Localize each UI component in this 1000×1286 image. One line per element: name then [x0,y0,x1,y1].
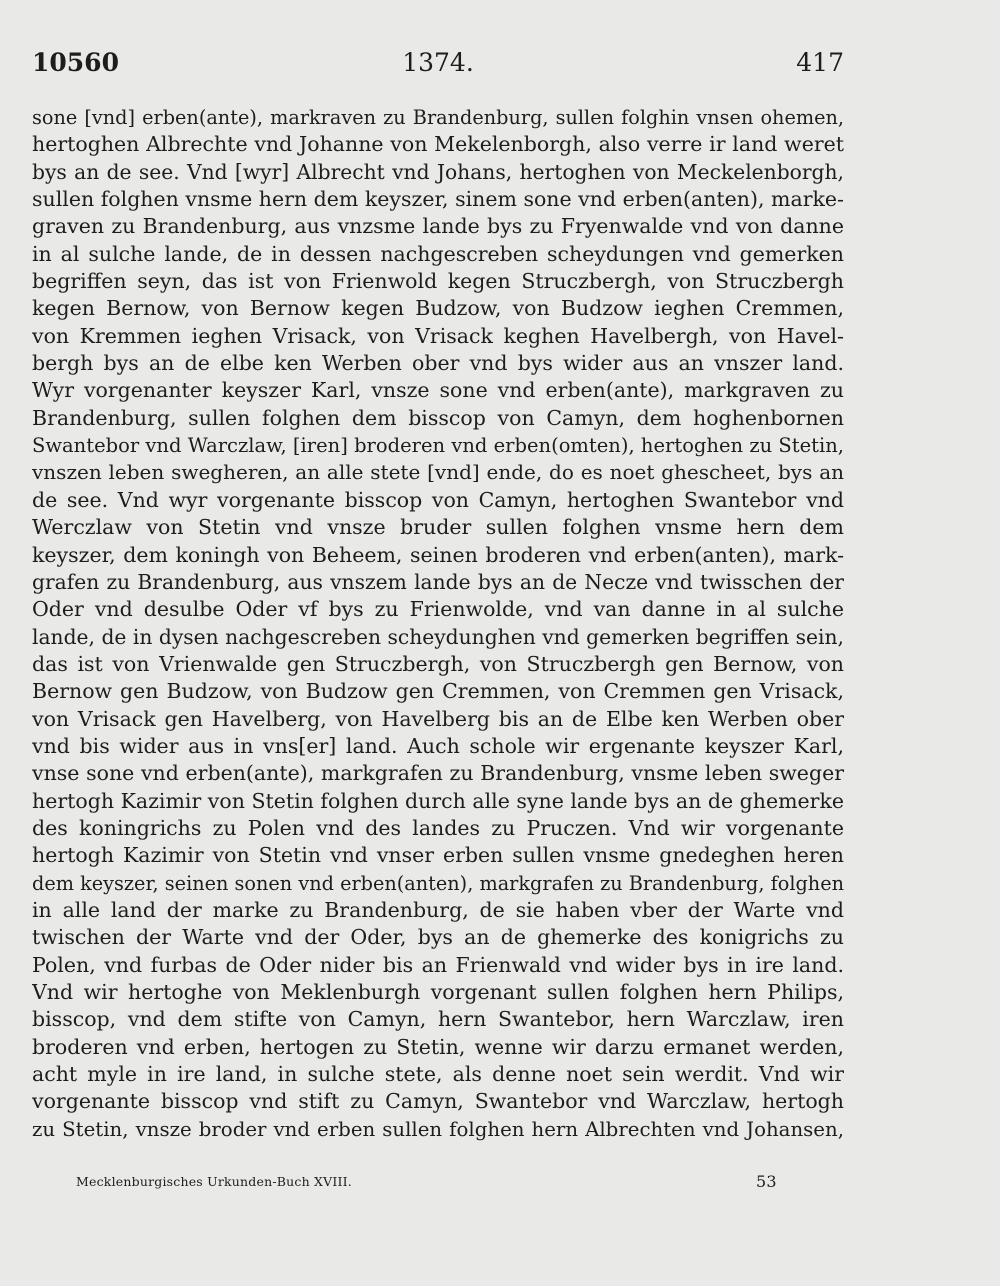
text-line: Oder vnd desulbe Oder vf bys zu Frienwolde, vnd van danne in al sulche [32,597,844,622]
text-line: grafen zu Brandenburg, aus vnszem lande bys an de Necze vnd twisschen der [32,569,844,594]
text-line: sone [vnd] erben(ante), markraven zu Brandenburg, sullen folghin vnsen ohemen, [32,106,844,129]
text-line: vorgenante bisscop vnd stift zu Camyn, Swantebor vnd Warczlaw, hertogh [32,1089,844,1114]
text-line: bisscop, vnd dem stifte von Camyn, hern Swantebor, hern Warczlaw, iren [32,1007,844,1032]
text-line: vnd bis wider aus in vns[er] land. Auch schole wir ergenante keyszer Karl, [32,733,844,758]
text-line: von Kremmen ieghen Vrisack, von Vrisack keghen Havelbergh, von Havel- [32,323,844,348]
footer [76,1172,776,1192]
text-line: acht myle in ire land, in sulche stete, als denne noet sein werdit. Vnd wir [32,1062,844,1087]
text-line: kegen Bernow, von Bernow kegen Budzow, von Budzow ieghen Cremmen, [32,296,844,321]
text-line: hertoghen Albrechte vnd Johanne von Mekelenborgh, also verre ir land weret [32,132,844,157]
text-line: Werczlaw von Stetin vnd vnsze bruder sullen folghen vnsme hern dem [32,515,844,540]
text-line: Wyr vorgenanter keyszer Karl, vnsze sone vnd erben(ante), markgraven zu [32,378,844,403]
text-line: de see. Vnd wyr vorgenante bisscop von Camyn, hertoghen Swantebor vnd [32,487,844,512]
text-line: von Vrisack gen Havelberg, von Havelberg bis an de Elbe ken Werben ober [32,706,844,731]
text-line: lande, de in dysen nachgescreben scheydunghen vnd gemerken begriffen sein, [32,624,844,649]
text-line: Swantebor vnd Warczlaw, [iren] broderen vnd erben(omten), hertoghen zu Stetin, [32,434,844,458]
text-line: Vnd wir hertoghe von Meklenburgh vorgenant sullen folghen hern Philips, [32,980,844,1004]
sheet-signature: 53 [756,1172,777,1191]
footer-title: Mecklenburgisches Urkunden-Buch XVIII. [76,1174,352,1189]
text-line: zu Stetin, vnsze broder vnd erben sullen folghen hern Albrechten vnd Johansen, [32,1117,844,1141]
text-line: das ist von Vrienwalde gen Struczbergh, von Struczbergh gen Bernow, von [32,651,844,676]
body-text [32,104,844,1143]
text-line: Brandenburg, sullen folghen dem bisscop von Camyn, dem hoghenbornen [32,405,844,430]
page-number: 417 [796,48,844,77]
text-line: in al sulche lande, de in dessen nachgescreben scheydungen vnd gemerken [32,241,844,266]
text-line: Polen, vnd furbas de Oder nider bis an Frienwald vnd wider bys in ire land. [32,952,844,977]
running-head [32,46,844,80]
text-line: twischen der Warte vnd der Oder, bys an de ghemerke des konigrichs zu [32,925,844,950]
text-line: bys an de see. Vnd [wyr] Albrecht vnd Johans, hertoghen von Meckelenborgh, [32,159,844,184]
year-heading: 1374. [402,48,474,77]
text-line: begriffen seyn, das ist von Frienwold kegen Struczbergh, von Struczbergh [32,269,844,294]
text-line: hertogh Kazimir von Stetin vnd vnser erben sullen vnsme gnedeghen heren [32,843,844,868]
text-line: sullen folghen vnsme hern dem keyszer, sinem sone vnd erben(anten), marke- [32,187,844,212]
text-line: in alle land der marke zu Brandenburg, de sie haben vber der Warte vnd [32,897,844,922]
text-line: graven zu Brandenburg, aus vnzsme lande bys zu Fryenwalde vnd von danne [32,214,844,239]
text-line: keyszer, dem koningh von Beheem, seinen broderen vnd erben(anten), mark- [32,542,844,567]
text-line: bergh bys an de elbe ken Werben ober vnd bys wider aus an vnszer land. [32,351,844,376]
text-line: hertogh Kazimir von Stetin folghen durch alle syne lande bys an de ghemerke [32,788,844,813]
text-line: vnszen leben swegheren, an alle stete [vnd] ende, do es noet ghescheet, bys an [32,460,844,485]
text-line: vnse sone vnd erben(ante), markgrafen zu Brandenburg, vnsme leben sweger [32,761,844,786]
text-line: dem keyszer, seinen sonen vnd erben(anten), markgrafen zu Brandenburg, folghen [32,871,844,895]
text-line: Bernow gen Budzow, von Budzow gen Cremmen, von Cremmen gen Vrisack, [32,679,844,704]
document-number: 10560 [32,48,119,77]
text-line: broderen vnd erben, hertogen zu Stetin, wenne wir darzu ermanet werden, [32,1034,844,1059]
text-line: des koningrichs zu Polen vnd des landes zu Pruczen. Vnd wir vorgenante [32,815,844,840]
